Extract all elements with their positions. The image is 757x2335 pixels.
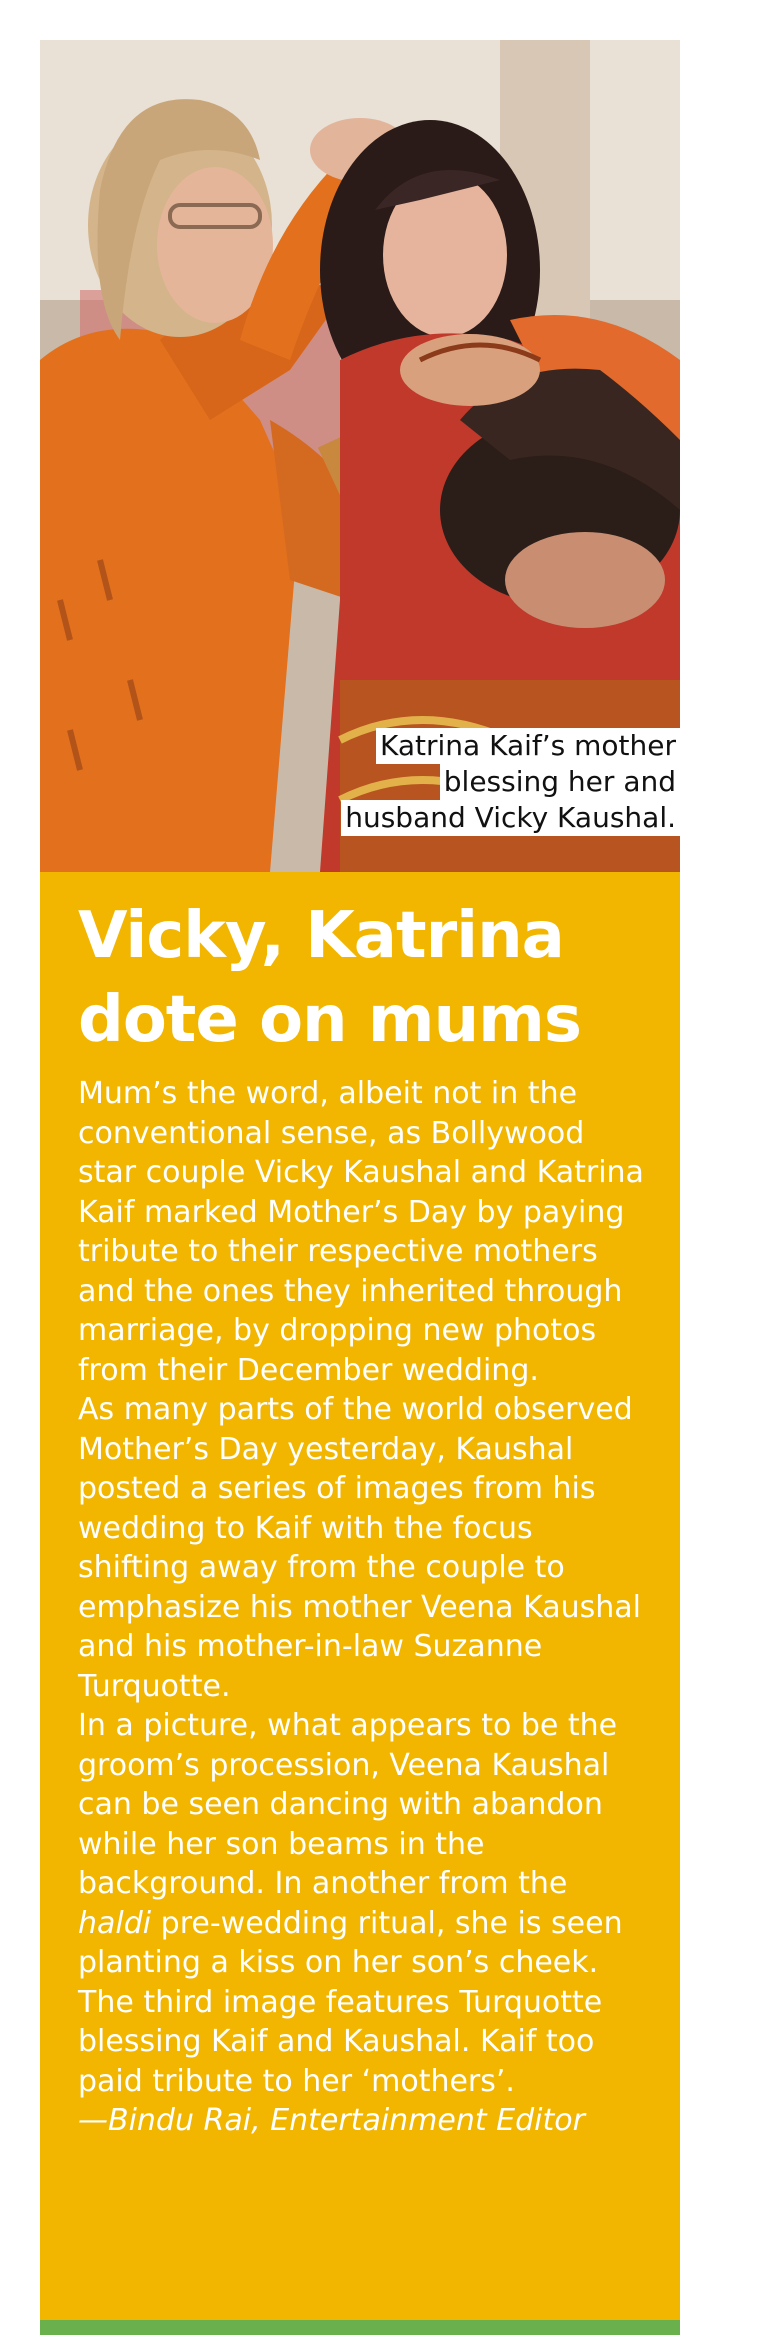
caption-line: Katrina Kaif’s mother [376, 728, 680, 764]
caption-line: blessing her and [440, 764, 680, 800]
paragraph: Mum’s the word, albeit not in the conventional sense, as Bollywood star couple Vicky Kaushal and Katrina Kaif marked Mother’s Day by paying tribute to their respective mothers and the ones they inherited through marriage, by dropping new photos from their December wedding. [78, 1076, 644, 1388]
article-photo [40, 40, 680, 872]
paragraph [78, 1706, 648, 2101]
article-panel [40, 872, 680, 2335]
photo-caption [341, 728, 680, 836]
headline-line: Vicky, Katrina [78, 899, 564, 973]
accent-strip [40, 2320, 680, 2335]
caption-line: husband Vicky Kaushal. [341, 800, 680, 836]
headline-line: dote on mums [78, 983, 581, 1057]
paragraph-text: In a picture, what appears to be the groom’s procession, Veena Kaushal can be seen dancing with abandon while her son beams in the background. In another from the [78, 1708, 618, 1901]
byline: —Bindu Rai, Entertainment Editor [78, 2103, 585, 2138]
paragraph-text: pre-wedding ritual, she is seen planting a kiss on her son’s cheek. The third image features Turquotte blessing Kaif and Kaushal. Kaif too paid tribute to her ‘mothers’. [78, 1905, 623, 2099]
italic-term: haldi [78, 1905, 152, 1941]
headline [78, 894, 648, 1062]
paragraph: As many parts of the world observed Mother’s Day yesterday, Kaushal posted a series of images from his wedding to Kaif with the focus shifting away from the couple to emphasize his mother Veena Kaushal and his mother-in-law Suzanne Turquotte. [78, 1392, 641, 1704]
article-body [78, 1074, 648, 2141]
